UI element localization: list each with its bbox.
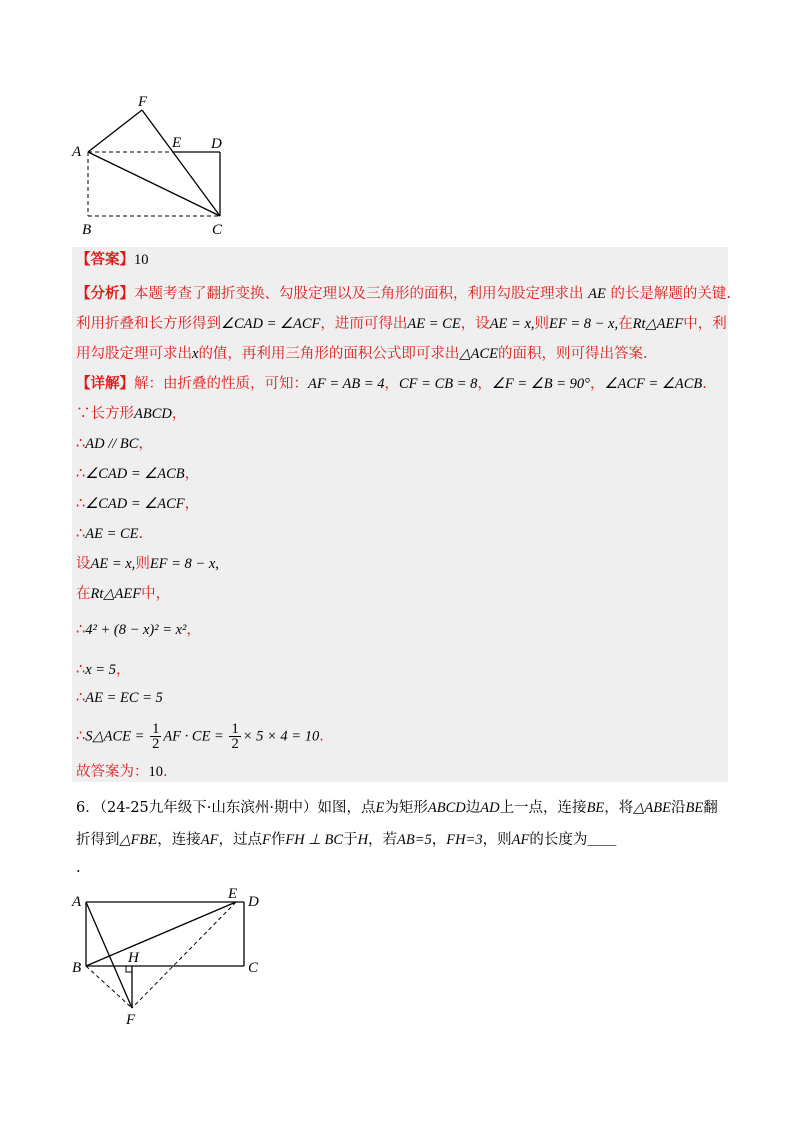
analysis-tag: 【分析】 [76, 285, 134, 302]
question-text: 的长度为 [529, 832, 588, 848]
detail-line-1 [76, 374, 707, 394]
question-text: 边 [465, 800, 481, 816]
question-text: 于 [343, 832, 358, 848]
math: F [261, 832, 271, 848]
detail-tag: 【详解】 [76, 375, 134, 392]
math: FH=3 [446, 832, 483, 848]
step-10 [76, 688, 163, 708]
math: ∠F = ∠B = 90° [491, 376, 590, 392]
figure-2-geometry [60, 886, 280, 1030]
step-text: 中， [141, 586, 171, 602]
label-H: H [128, 950, 139, 966]
math: △ACE [459, 346, 498, 362]
analysis-text: ，进而可得出 [320, 316, 408, 332]
separator: ， [184, 496, 200, 512]
question-text: ，过点 [218, 832, 262, 848]
final-answer [76, 762, 168, 782]
separator: . [163, 764, 168, 780]
therefore-symbol: ∴ [76, 728, 86, 745]
figure-1-geometry [60, 90, 250, 249]
math: AD // BC [85, 436, 139, 452]
separator: . [138, 526, 144, 542]
step-11 [76, 722, 324, 751]
separator: ， [138, 436, 153, 452]
math: AE = CE [407, 316, 461, 332]
math: AF = AB = 4 [308, 376, 385, 392]
math: BE [685, 800, 704, 816]
analysis-line-3 [76, 344, 648, 364]
math: 4² + (8 − x)² = x² [85, 622, 187, 638]
separator: ， [115, 662, 131, 678]
answer-value: 10 [134, 252, 149, 268]
separator: ， [589, 376, 605, 392]
separator: ， [477, 376, 492, 392]
math: E [375, 800, 385, 816]
label-F: F [126, 1012, 136, 1026]
math: × 5 × 4 = 10 [242, 728, 320, 745]
math: BE [586, 800, 605, 816]
fraction [229, 722, 240, 751]
math: ABCD [134, 406, 172, 422]
analysis-text: 利用折叠和长方形得到 [76, 316, 221, 332]
analysis-text: 用勾股定理可求出 [76, 346, 192, 362]
because-symbol: ∵ [76, 406, 91, 422]
math: ∠CAD = ∠ACF [85, 496, 185, 512]
question-text: 折得到 [76, 832, 120, 848]
separator: ， [171, 406, 187, 422]
fraction [150, 722, 161, 751]
math: x [192, 346, 199, 362]
step-text: 则 [135, 556, 150, 572]
math: Rt△AEF [90, 586, 142, 602]
answer-blank: ＿＿ [587, 832, 617, 848]
math: S△ACE = [85, 728, 149, 745]
therefore-symbol: ∴ [76, 622, 86, 638]
math: △FBE [119, 832, 158, 848]
label-D: D [211, 136, 222, 152]
math: AF · CE = [163, 728, 228, 745]
question-text: 作 [270, 832, 286, 848]
math: 10 [148, 764, 163, 780]
math: CF = CB = 8 [399, 376, 478, 392]
analysis-text: 的长是解题的关键. [610, 286, 732, 302]
question-text: 上一点，连接 [499, 800, 587, 816]
question-text: ，若 [368, 832, 398, 848]
therefore-symbol: ∴ [76, 662, 86, 678]
step-3 [76, 464, 199, 484]
math: AE = EC = 5 [85, 690, 163, 706]
math: Rt△AEF [632, 316, 684, 332]
math: AE = x, [90, 556, 136, 572]
question-text: 6．（24-25九年级下·山东滨州·期中）如图，点 [76, 800, 376, 816]
fraction-denominator: 2 [152, 736, 160, 752]
label-F: F [138, 94, 148, 110]
math: H [357, 832, 369, 848]
fraction-numerator: 1 [231, 721, 239, 737]
analysis-text: 中，利 [683, 316, 727, 332]
math: AB=5 [397, 832, 432, 848]
question-6-line-3: . [76, 860, 81, 876]
answer-tag: 【答案】 [76, 251, 134, 268]
label-B: B [72, 960, 82, 976]
step-8 [76, 620, 201, 640]
math: AD [480, 800, 500, 816]
question-text: 为矩形 [384, 800, 428, 816]
math: x = 5 [85, 662, 116, 678]
label-C: C [248, 960, 259, 976]
math: ∠CAD = ∠ACF [221, 316, 321, 332]
analysis-text: 本题考查了翻折变换、勾股定理以及三角形的面积，利用勾股定理求出 [134, 286, 584, 302]
math: AE [588, 286, 606, 302]
label-E: E [228, 886, 238, 902]
therefore-symbol: ∴ [76, 526, 86, 542]
fraction-numerator: 1 [152, 721, 160, 737]
question-6-line-2 [76, 830, 616, 850]
analysis-line-2 [76, 314, 727, 334]
step-text: 长方形 [90, 406, 134, 422]
separator: . [702, 376, 707, 392]
therefore-symbol: ∴ [76, 496, 86, 512]
step-9 [76, 660, 130, 680]
math: ABCD [427, 800, 466, 816]
step-4 [76, 494, 199, 514]
label-D: D [248, 894, 259, 910]
question-text: 翻 [703, 800, 718, 816]
therefore-symbol: ∴ [76, 436, 86, 452]
step-5 [76, 524, 143, 544]
step-7 [76, 584, 170, 604]
question-6-line-1 [76, 798, 718, 818]
therefore-symbol: ∴ [76, 466, 86, 482]
analysis-line-1 [76, 284, 731, 304]
step-text: 设 [76, 556, 91, 572]
label-A: A [72, 144, 82, 160]
step-1 [76, 404, 186, 424]
label-B: B [82, 222, 92, 238]
question-text: 沿 [671, 800, 686, 816]
math: ∠ACF = ∠ACB [604, 376, 703, 392]
therefore-symbol: ∴ [76, 690, 86, 706]
fraction-denominator: 2 [231, 736, 239, 752]
label-C: C [212, 222, 223, 238]
math: FH ⊥ BC [285, 832, 344, 848]
step-6 [76, 554, 219, 574]
separator: ， [186, 622, 201, 638]
step-2 [76, 434, 153, 454]
separator: . [319, 728, 324, 745]
math: AF [200, 832, 219, 848]
step-text: 在 [76, 586, 91, 602]
analysis-text: 的面积，则可得出答案. [497, 346, 648, 362]
detail-text: 解：由折叠的性质，可知： [134, 376, 308, 392]
step-text: 故答案为： [76, 764, 149, 780]
math: AE = x, [489, 316, 535, 332]
math: AF [511, 832, 530, 848]
label-E: E [172, 135, 182, 151]
answer-line [76, 250, 149, 270]
math: △ABE [633, 800, 672, 816]
question-text: ， [431, 832, 447, 848]
math: EF = 8 − x, [549, 316, 619, 332]
question-text: ，将 [604, 800, 634, 816]
analysis-text: 的值，再利用三角形的面积公式即可求出 [198, 346, 460, 362]
math: ∠CAD = ∠ACB [85, 466, 185, 482]
analysis-text: 则 [534, 316, 550, 332]
question-text: ，连接 [157, 832, 201, 848]
math: AE = CE [85, 526, 139, 542]
analysis-text: ，设 [460, 316, 490, 332]
math: EF = 8 − x, [149, 556, 219, 572]
analysis-text: 在 [618, 316, 633, 332]
separator: ， [184, 466, 200, 482]
question-text: ，则 [482, 832, 512, 848]
separator: ， [384, 376, 399, 392]
label-A: A [72, 894, 82, 910]
